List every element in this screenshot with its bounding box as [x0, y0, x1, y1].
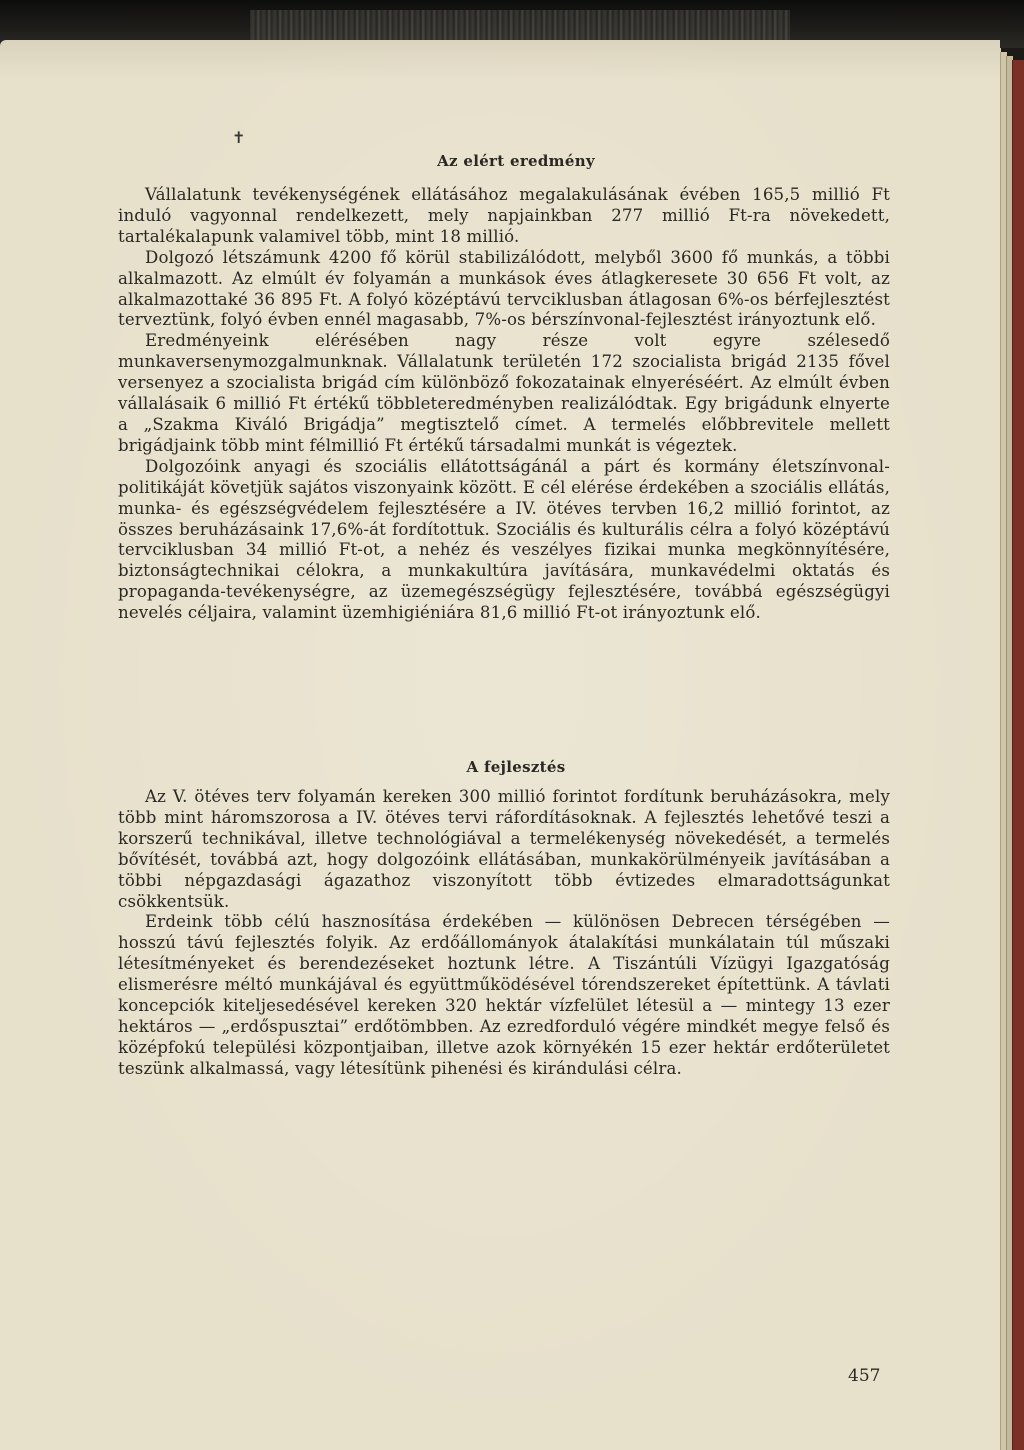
- book-cover-edge: [1012, 60, 1024, 1450]
- paragraph: Az V. ötéves terv folyamán kereken 300 millió forintot fordítunk beruházásokra, mely több mint háromszorosa a IV. ötéves tervi ráfordításoknak. A fejlesztés lehetővé teszi a korszerű technikával, illetve technológiával a termelékenység növekedését, a termelés bővítését, továbbá azt, hogy dolgozóink ellátásában, munkakörülményeik javításában a többi népgazdasági ágazathoz viszonyított több évtizedes elmaradottságunkat csökkentsük.: [118, 787, 890, 911]
- section-heading-results: Az elért eredmény: [437, 152, 595, 170]
- paragraph: Eredményeink elérésében nagy része volt egyre szélesedő munkaversenymozgalmunknak. Vállalatunk területén 172 szocialista brigád 2135 fővel versenyez a szocialista brigád cím különböző fokozatainak elnyeréséért. Az elmúlt évben vállalásaik 6 millió Ft értékű többleteredményben realizálódtak. Egy brigádunk elnyerte a „Szakma Kiváló Brigádja” megtisztelő címet. A termelés előbbrevitele mellett brigádjaink több mint félmillió Ft értékű társadalmi munkát is végeztek.: [118, 331, 890, 455]
- section-body-development: [118, 787, 890, 1080]
- section-heading-development: A fejlesztés: [466, 758, 566, 776]
- page-number: 457: [848, 1366, 881, 1386]
- ink-mark: ✝: [232, 128, 246, 147]
- paragraph: Dolgozó létszámunk 4200 fő körül stabilizálódott, melyből 3600 fő munkás, a többi alkalmazott. Az elmúlt év folyamán a munkások éves átlagkeresete 30 656 Ft volt, az alkalmazottaké 36 895 Ft. A folyó középtávú tervciklusban átlagosan 6%-os bérfejlesztést terveztünk, folyó évben ennél magasabb, 7%-os bérszínvonal-fejlesztést irányoztunk elő.: [118, 247, 890, 330]
- document-page: [0, 40, 1000, 1450]
- paragraph: Vállalatunk tevékenységének ellátásához megalakulásának évében 165,5 millió Ft induló vagyonnal rendelkezett, mely napjainkban 277 millió Ft-ra növekedett, tartalékalapunk valamivel több, mint 18 millió.: [118, 185, 890, 246]
- section-body-results: [118, 185, 890, 624]
- paragraph: Dolgozóink anyagi és szociális ellátottságánál a párt és kormány életszínvonal-politikáját követjük sajátos viszonyaink között. E cél elérése érdekében a szociális ellátás, munka- és egészségvédelem fejlesztésére a IV. ötéves tervben 16,2 millió forintot, az összes beruházásaink 17,6%-át fordítottuk. Szociális és kulturális célra a folyó középtávú tervciklusban 34 millió Ft-ot, a nehéz és veszélyes fizikai munka megkönnyítésére, biztonságtechnikai célokra, a munkakultúra javítására, munkavédelmi oktatás és propaganda-tevékenységre, az üzemegészségügy fejlesztésére, továbbá egészségügyi nevelés céljaira, valamint üzemhigiéniára 81,6 millió Ft-ot irányoztunk elő.: [118, 456, 890, 623]
- book-spine-texture: [250, 10, 790, 40]
- paragraph: Erdeink több célú hasznosítása érdekében — különösen Debrecen térségében — hosszú távú fejlesztés folyik. Az erdőállományok átalakítási munkálatain túl műszaki létesítményeket és berendezéseket hoztunk létre. A Tiszántúli Vízügyi Igazgatóság elismerésre méltó munkájával és együttműködésével tórendszereket építettünk. A távlati koncepciók kiteljesedésével kereken 320 hektár vízfelület létesül a — mintegy 13 ezer hektáros — „erdőspusztai” erdőtömbben. Az ezredforduló végére mindkét megye felső és középfokú települési központjaiban, illetve azok környékén 15 ezer hektár erdőterületet teszünk alkalmassá, vagy létesítünk pihenési és kirándulási célra.: [118, 912, 890, 1078]
